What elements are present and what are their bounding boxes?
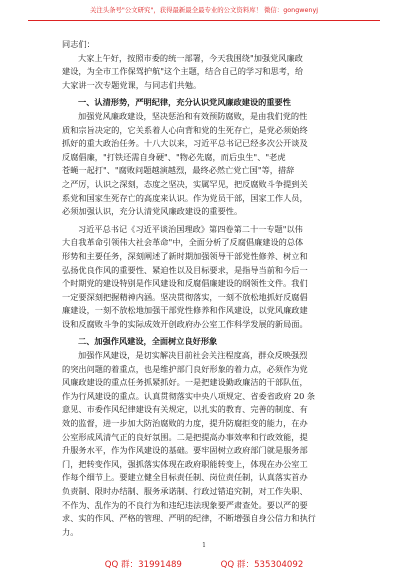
paragraph-2 [62,110,350,219]
text-line: 反腐倡廉，"打铁还需自身硬"、"物必先腐，而后虫生"、"老虎 [62,151,286,162]
section-heading-2: 二、加强作风建设，全面树立良好形象 [78,336,218,347]
text-line: 质和宗旨决定的，它关系着人心向背和党的生死存亡，是党必须始终 [62,124,308,135]
text-line: 负责制、限时办结制、服务承诺制、行政过错追究制，对工作失职、 [62,486,308,496]
greeting: 同志们： [62,39,95,49]
text-line: 大家讲一次专题党课，与同志们共勉。 [62,79,202,90]
text-line: 系党和国家生死存亡的高度来认识。作为党员干部，国家工作人员， [62,192,308,203]
text-line: 抓好的重大政治任务。十八大以来，习近平总书记已经多次公开谈及 [62,138,308,149]
banner-rule [28,20,380,21]
text-line: 力。 [62,526,79,537]
text-line: 风廉政建设的重点任务抓紧抓好。一是把建设勤政廉洁的干部队伍， [62,377,308,388]
text-line: 形势和主要任务，深刻阐述了新时期加强领导干部党性修养、树立和 [62,250,308,261]
text-line: 个时期党的建设特别是作风建设和反腐倡廉建设的纲领性文件。我们 [62,278,308,289]
text-line: 弘扬优良作风的重要性、紧迫性以及目标要求，是指导当前和今后一 [62,264,308,275]
text-line: 求、实的作风、严格的管理、严明的纪律，不断增强自身公信力和执行 [62,513,316,524]
text-line: 作每个细节上。要建立健全目标责任制、岗位责任制，认真落实首办 [62,472,308,483]
paragraph-intro [62,52,350,93]
text-line: 廉建设，一刻不放松地加强干部党性修养和作风建设，以党风廉政建 [62,305,308,316]
text-line: 公室形成风清气正的良好氛围。二是把提高办事效率和行政效能，提 [62,431,308,442]
text-line: 习近平总书记《习近平谈治国理政》第四卷第二十一专题"以伟 [78,223,303,234]
text-line: 大自我革命引领伟大社会革命"中，全面分析了反腐倡廉建设的总体 [62,237,304,248]
paragraph-3 [62,223,350,332]
text-line: 加强作风建设，是切实解决目前社会关注程度高，群众反映强烈 [78,350,308,361]
text-line: 苍蝇一起打"、"腐败问题越演越烈，最终必然亡党亡国"等，措辞 [62,165,295,176]
footer [0,558,408,570]
text-line: 不作为、乱作为的不良行为和违纪违法现象要严肃查处。要以严的要 [62,499,308,510]
text-line: 升服务水平，作为作风建设的基础。要牢固树立政府部门就是服务部 [62,445,308,456]
text-line: 设和反腐败斗争的实际成效开创政府办公室工作科学发展的新局面。 [62,318,308,329]
text-line: 作为行风建设的重点。认真贯彻落实中央八项规定、省委省政府 20 条 [62,390,316,401]
text-line: 效的监督，进一步加大防治腐败的力度，提升防腐拒变的能力，在办 [62,418,308,429]
text-line: 一定要深刻把握精神内涵。坚决贯彻落实，一刻不放松地抓好反腐倡 [62,291,308,302]
footer-qq-group-1: QQ 群：31991489 [104,560,182,570]
top-banner: 关注头条号"公文研究"，获得最新最全最专业的公文资料库！ 微信：gongwenyj [89,6,319,14]
text-line: 加强党风廉政建设，坚决惩治和有效预防腐败，是由我们党的性 [78,110,308,121]
text-line: 大家上午好，按照市委的统一部署，今天我围绕"加强党风廉政 [78,52,303,63]
text-line: 必须加强认识，充分认清党风廉政建设的重要性。 [62,206,243,217]
text-line: 之严厉，认识之深刻，态度之坚决，实属罕见，把反腐败斗争提到关 [62,178,308,189]
footer-qq-group-2: QQ 群：535304092 [220,560,304,570]
text-line: 意见、市委作风纪律建设有关规定，以扎实的教育、完善的制度、有 [62,404,308,415]
text-line: 门，把转变作风，强抓落实体现在政府职能转变上，体现在办公室工 [62,458,308,469]
document-body [62,38,350,539]
text-line: 建设，为全市工作保驾护航"这个主题，结合自己的学习和思考，给 [62,66,304,77]
paragraph-4 [62,349,350,539]
text-line: 的突出问题的着重点，也是维护部门良好形象的着力点，必须作为党 [62,363,308,374]
page-number: 1 [202,542,206,549]
section-heading-1: 一、认清形势，严明纪律，充分认识党风廉政建设的重要性 [78,97,291,108]
